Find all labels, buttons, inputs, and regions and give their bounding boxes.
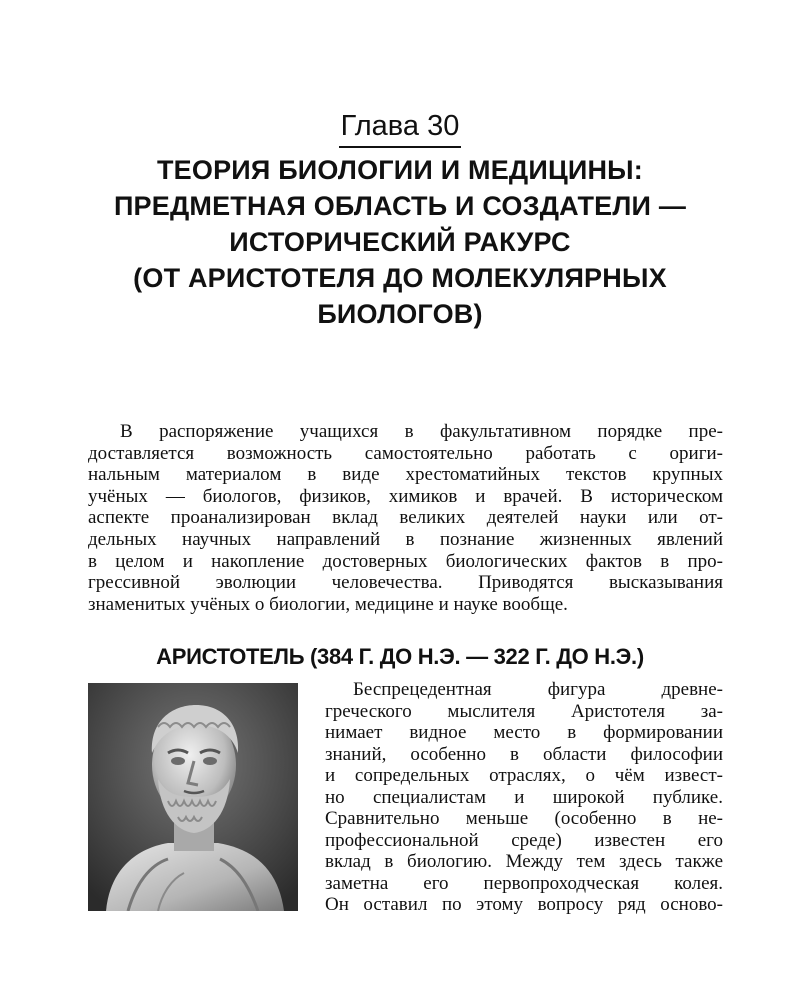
body-line: заметна его первопроходческая колея. [325, 872, 723, 894]
body-line: Сравнительно меньше (особенно в не- [325, 808, 723, 829]
body-line: но специалистам и широкой публике. [325, 786, 723, 808]
intro-paragraph [88, 421, 723, 615]
intro-line: доставляется возможность самостоятельно работать с ориги- [88, 442, 723, 464]
chapter-number: Глава 30 [339, 108, 462, 148]
body-line: нимает видное место в формировании [325, 722, 723, 743]
body-line: и сопредельных отраслях, о чём извест- [325, 765, 723, 786]
body-line: Беспрецедентная фигура древне- [353, 679, 723, 700]
aristotle-paragraph [325, 679, 723, 916]
intro-line: дельных научных направлений в познание жизненных явлений [88, 528, 723, 550]
intro-line: аспекте проанализирован вклад великих деятелей науки или от- [88, 507, 723, 529]
intro-line: В распоряжение учащихся в факультативном порядке пре- [120, 421, 723, 442]
body-line: знаний, особенно в области философии [325, 743, 723, 765]
body-line: профессиональной среде) известен его [325, 829, 723, 851]
chapter-title-line: ТЕОРИЯ БИОЛОГИИ И МЕДИЦИНЫ: [156, 155, 644, 185]
chapter-title-line: ПРЕДМЕТНАЯ ОБЛАСТЬ И СОЗДАТЕЛИ — [113, 191, 687, 221]
body-line: греческого мыслителя Аристотеля за- [325, 700, 723, 722]
chapter-title-line: ИСТОРИЧЕСКИЙ РАКУРС [229, 227, 571, 257]
chapter-title-line: БИОЛОГОВ) [317, 299, 483, 329]
intro-line: учёных — биологов, физиков, химиков и врачей. В историческом [88, 485, 723, 507]
intro-line: грессивной эволюции человечества. Приводятся высказывания [88, 572, 723, 594]
aristotle-portrait [88, 683, 298, 911]
chapter-label [0, 108, 800, 148]
chapter-title-line: (ОТ АРИСТОТЕЛЯ ДО МОЛЕКУЛЯРНЫХ [133, 263, 667, 293]
intro-line: нальным материалом в виде хрестоматийных текстов крупных [88, 464, 723, 486]
intro-line: в целом и накопление достоверных биологических фактов в про- [88, 550, 723, 572]
body-line: Он оставил по этому вопросу ряд осново- [325, 894, 723, 915]
chapter-title [60, 152, 740, 332]
body-line: вклад в биологию. Между тем здесь также [325, 851, 723, 872]
section-heading: АРИСТОТЕЛЬ (384 Г. ДО Н.Э. — 322 Г. ДО Н.Э.) [156, 644, 644, 669]
intro-line: знаменитых учёных о биологии, медицине и науке вообще. [88, 593, 568, 615]
